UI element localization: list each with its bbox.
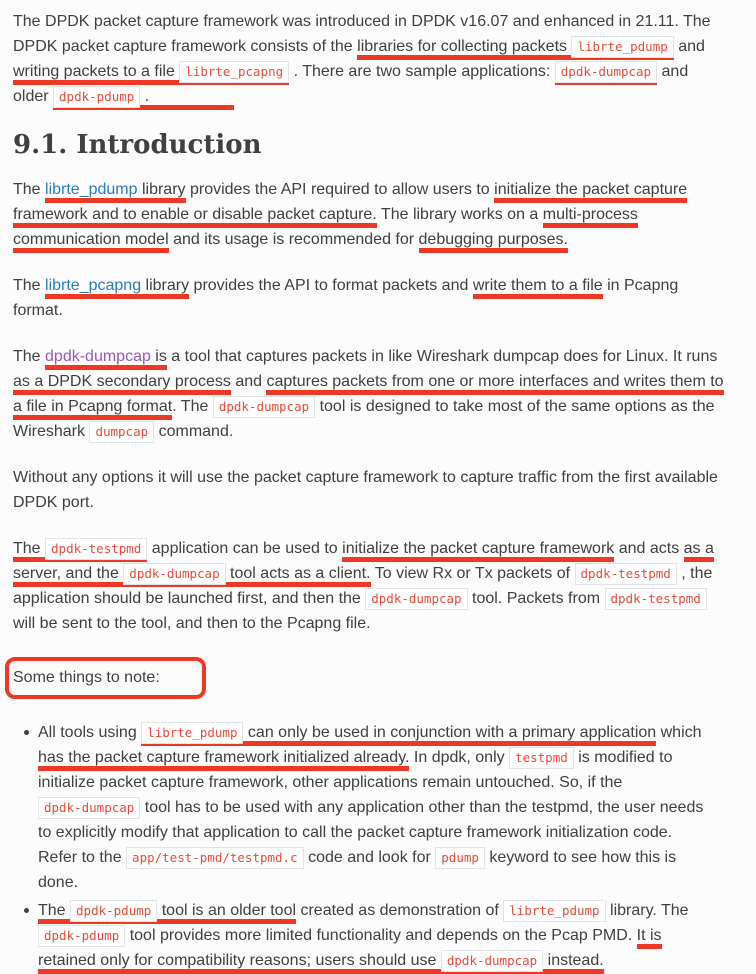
notes-list-item0-text-3: which [656, 724, 702, 741]
red-underline-annotation [45, 277, 141, 299]
dumpcap-paragraph-text-6: captures packets from one or more interfaces and writes them to a file in Pcapng format [13, 373, 724, 415]
red-underline-annotation [45, 540, 147, 562]
intro-paragraph [13, 9, 725, 109]
inline-code: dpdk-dumpcap [555, 61, 657, 83]
dumpcap-paragraph [13, 344, 725, 444]
notes-list [13, 720, 725, 973]
testpmd-paragraph-text-4: and acts [614, 540, 684, 557]
red-underline-annotation [140, 88, 234, 110]
testpmd-paragraph-text-5: as a server, and the [13, 540, 714, 582]
red-underline-annotation [45, 181, 138, 203]
inline-code: dpdk-pdump [38, 925, 125, 947]
notes-list-item1-text-8: It is retained only for compatibility reasons; users should use [38, 927, 662, 969]
librte-pcapng-link[interactable]: librte_pcapng [45, 277, 142, 294]
pcapng-paragraph-text-0: The [13, 277, 46, 294]
dumpcap-paragraph-text-2: is [150, 348, 167, 365]
librte-pdump-link[interactable]: librte_pdump [45, 181, 138, 198]
notes-list-item1-text-2: tool is an older tool [157, 902, 297, 919]
testpmd-paragraph [13, 536, 725, 636]
dpdk-dumpcap-link[interactable]: dpdk-dumpcap [45, 348, 151, 365]
pdump-paragraph-text-6: multi-process communication model [13, 206, 638, 248]
red-underline-annotation [342, 540, 614, 562]
no-options-paragraph-text-0: Without any options it will use the packet capture framework to capture traffic from the first available DPDK port. [13, 469, 718, 511]
red-underline-annotation [357, 38, 571, 60]
intro-paragraph-text-6: . There are two sample applications: [289, 63, 555, 80]
red-underline-annotation [13, 373, 231, 395]
pdump-paragraph-text-5: The library works on a [376, 206, 543, 223]
red-underline-annotation [13, 540, 45, 562]
notes-list-item0-text-13: keyword to see how this is done. [38, 849, 677, 891]
inline-code: dpdk-testpmd [605, 588, 707, 610]
inline-code: dpdk-testpmd [45, 538, 147, 560]
red-underline-annotation [141, 724, 243, 746]
pdump-paragraph-text-7: and its usage is recommended for [168, 231, 419, 248]
red-underline-annotation [38, 749, 409, 771]
red-underline-annotation [226, 565, 371, 587]
red-underline-annotation [157, 902, 296, 924]
red-underline-annotation [123, 565, 225, 587]
red-underline-annotation [543, 952, 603, 974]
note-label: Some things to note: [13, 669, 160, 686]
dumpcap-paragraph-text-0: The [13, 348, 46, 365]
notes-list-item0-text-9: tool has to be used with any application other than the testpmd, the user needs to explicitly modify that application to call the packet capture framework initialization code. Refer to the [38, 799, 704, 866]
dumpcap-paragraph-text-4: as a DPDK secondary process [13, 373, 231, 390]
testpmd-paragraph-text-8: To view Rx or Tx packets of [370, 565, 575, 582]
red-underline-extension [149, 100, 234, 101]
pcapng-paragraph-text-2: library [141, 277, 190, 294]
notes-list-item0-text-11: code and look for [303, 849, 436, 866]
dumpcap-paragraph-text-5: and [230, 373, 267, 390]
notes-list-item0-text-2: can only be used in conjunction with a primary application [243, 724, 657, 741]
notes-list-item1-text-5: library. The [605, 902, 689, 919]
red-underline-annotation [419, 231, 568, 253]
inline-code: dpdk-dumpcap [38, 797, 140, 819]
pcapng-paragraph-text-4: write them to a file [472, 277, 603, 294]
testpmd-paragraph-text-14: will be sent to the tool, and then to the Pcapng file. [13, 615, 371, 632]
intro-paragraph-text-8: and older [13, 63, 689, 105]
pdump-paragraph [13, 177, 725, 252]
notes-list-item1-text-10: instead. [543, 952, 604, 969]
red-underline-annotation [151, 348, 167, 370]
red-underline-annotation [555, 63, 657, 85]
intro-paragraph-text-1: libraries for collecting packets [357, 38, 572, 55]
notes-list-item0-text-0: All tools using [38, 724, 142, 741]
inline-code: dpdk-dumpcap [213, 396, 315, 418]
pdump-paragraph-text-3: provides the API required to allow users to [185, 181, 495, 198]
notes-list-item0-text-4: has the packet capture framework initialized already. [38, 749, 410, 766]
inline-code: dpdk-pdump [53, 86, 140, 108]
list-item-1 [38, 720, 711, 895]
red-underline-annotation [13, 63, 179, 85]
dumpcap-paragraph-text-3: a tool that captures packets in like Wireshark dumpcap does for Linux. It runs [166, 348, 718, 365]
dumpcap-paragraph-text-7: . The [172, 398, 213, 415]
red-underline-annotation [138, 181, 186, 203]
inline-code: librte_pdump [141, 722, 243, 744]
red-annotation-box [5, 657, 206, 699]
red-underline-annotation [571, 38, 673, 60]
list-item-2 [38, 898, 711, 973]
inline-code: dpdk-dumpcap [441, 950, 543, 972]
red-underline-annotation [473, 277, 603, 299]
inline-code: dpdk-dumpcap [365, 588, 467, 610]
notes-list-item1-text-7: tool provides more limited functionality and depends on the Pcap PMD. [125, 927, 637, 944]
inline-code: dumpcap [89, 421, 154, 443]
pcapng-paragraph-text-5: in Pcapng format. [13, 277, 679, 319]
red-underline-annotation [70, 902, 157, 924]
red-underline-annotation [38, 902, 70, 924]
dumpcap-paragraph-text-11: command. [154, 423, 234, 440]
inline-code: dpdk-testpmd [575, 563, 677, 585]
notes-list-item1-text-0: The [38, 902, 71, 919]
red-underline-annotation [45, 348, 151, 370]
red-underline-annotation [53, 88, 140, 110]
pdump-paragraph-text-8: debugging purposes. [418, 231, 568, 248]
inline-code: app/test-pmd/testpmd.c [126, 847, 304, 869]
inline-code: pdump [435, 847, 485, 869]
inline-code: testpmd [509, 747, 574, 769]
section-heading: 9.1. Introduction [13, 130, 262, 160]
testpmd-paragraph-text-3: initialize the packet capture framework [342, 540, 615, 557]
intro-paragraph-text-10: . [140, 88, 150, 105]
inline-code: dpdk-pdump [70, 900, 157, 922]
inline-code: librte_pdump [571, 36, 673, 58]
testpmd-paragraph-text-7: tool acts as a client. [225, 565, 371, 582]
intro-paragraph-text-4: writing packets to a file [13, 63, 180, 80]
no-options-paragraph [13, 465, 725, 515]
inline-code: dpdk-dumpcap [123, 563, 225, 585]
notes-list-item0-text-7: is modified to initialize packet capture framework, other applications remain untouched. So, if the [38, 749, 673, 791]
pdump-paragraph-text-4: initialize the packet capture framework and to enable or disable packet capture. [13, 181, 688, 223]
notes-list-item1-text-3: created as demonstration of [296, 902, 504, 919]
content [13, 9, 725, 973]
note-box-paragraph [13, 657, 725, 699]
red-underline-annotation [179, 63, 289, 85]
testpmd-paragraph-text-10: , the application should be launched first, and then the [13, 565, 713, 607]
red-underline-annotation [141, 277, 189, 299]
red-underline-annotation [441, 952, 543, 974]
notes-list-item0-text-5: In dpdk, only [409, 749, 510, 766]
intro-paragraph-text-0: The DPDK packet capture framework was introduced in DPDK v16.07 and enhanced in 21.11. The DPDK packet capture framework consists of the [13, 13, 711, 55]
testpmd-paragraph-text-2: application can be used to [147, 540, 343, 557]
testpmd-paragraph-text-12: tool. Packets from [467, 590, 605, 607]
pdump-paragraph-text-2: library [137, 181, 186, 198]
pcapng-paragraph-text-3: provides the API to format packets and [189, 277, 473, 294]
testpmd-paragraph-text-0: The [13, 540, 46, 557]
red-underline-annotation [243, 724, 656, 746]
inline-code: librte_pcapng [179, 61, 289, 83]
inline-code: librte_pdump [503, 900, 605, 922]
dumpcap-paragraph-text-9: tool is designed to take most of the same options as the Wireshark [13, 398, 715, 440]
pcapng-paragraph [13, 273, 725, 323]
intro-paragraph-text-3: and [673, 38, 705, 55]
pdump-paragraph-text-0: The [13, 181, 46, 198]
